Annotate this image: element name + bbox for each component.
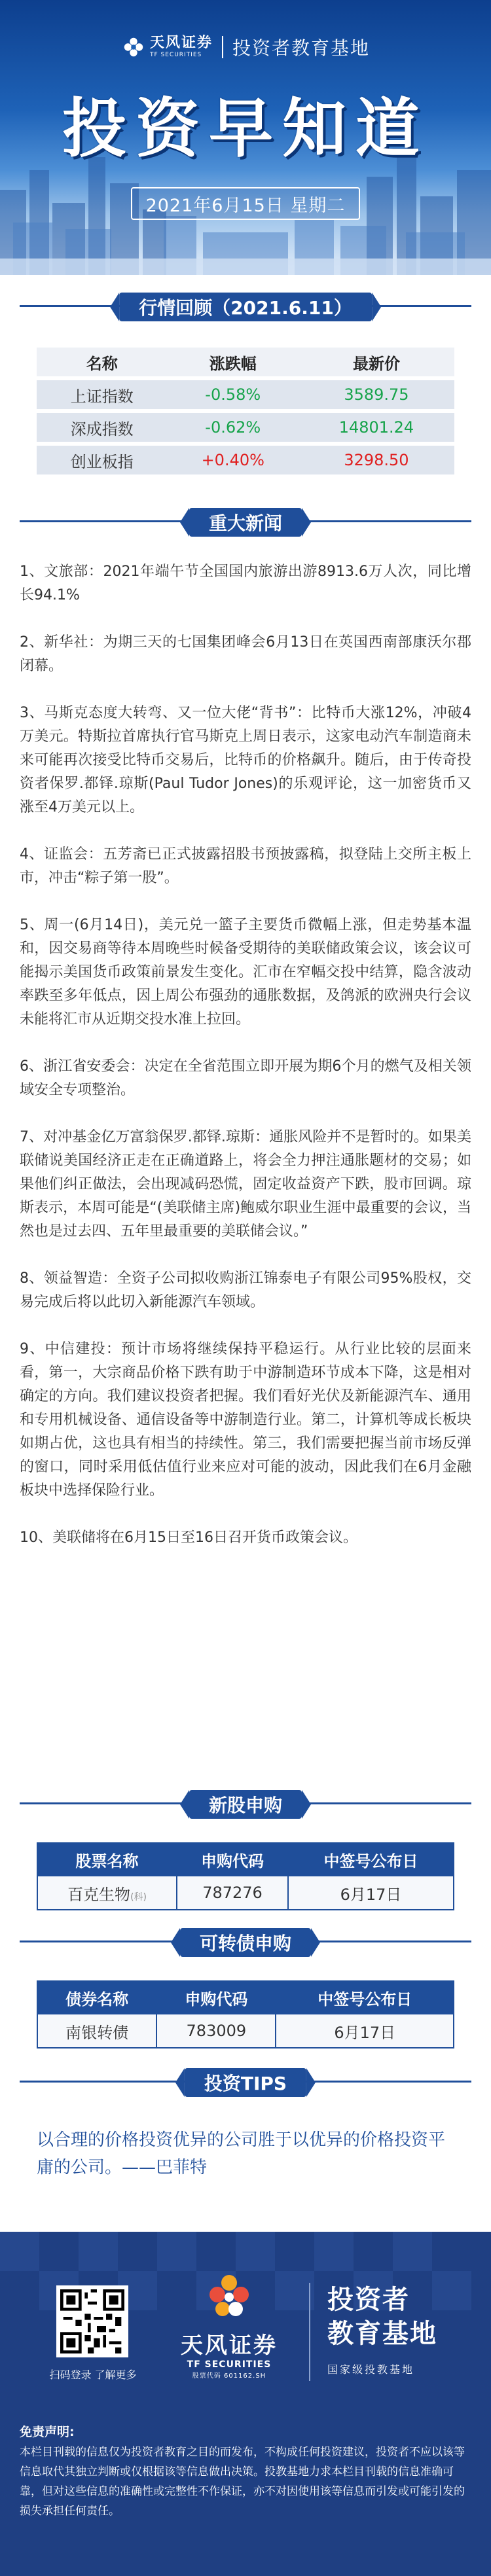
page-title: 投资早知道 [62,92,429,166]
tf-flower-icon [203,2270,255,2322]
index-change: +0.40% [168,446,299,474]
index-price: 3298.50 [299,446,454,474]
tips-section-title: 投资TIPS [185,2068,306,2097]
brand-name-en: TF SECURITIES [149,52,202,58]
brand-logo [121,35,213,60]
bond-table-header [37,1981,454,2014]
hero-header [0,0,491,275]
news-section-banner [20,508,471,534]
qr-caption: 扫码登录 了解更多 [49,2369,137,2381]
index-name: 上证指数 [37,380,168,409]
index-name: 创业板指 [37,446,168,474]
ipo-table [37,1842,454,1910]
news-item: 3、马斯克态度大转弯、又一位大佬“背书”：比特币大涨12%，冲破4万美元。特斯拉首席执行官马斯克上周日表示，这家电动汽车制造商未来可能再次接受比特币交易后，比特币的价格飙升。随后，由于传奇投资者保罗.都铎.琼斯(Paul Tudor Jones)的乐观评论，这一加密货币又涨至4万美元以上。 [20,705,471,815]
tips-section-banner [20,2068,471,2094]
table-row [37,446,454,474]
index-price: 14801.24 [299,413,454,442]
col-stock-name: 股票名称 [37,1843,177,1876]
market-section-banner [20,293,471,319]
market-section-title: 行情回顾（2021.6.11） [119,293,372,321]
footer-logo-en: TF SECURITIES [187,2359,272,2370]
col-lottery-date: 中签号公布日 [288,1843,454,1876]
footer-title-line1: 投资者 [327,2285,410,2315]
footer-title-line2: 教育基地 [327,2319,437,2349]
col-bond-name: 债券名称 [37,1981,156,2014]
tf-flower-icon [121,35,146,60]
news-item: 2、新华社：为期三天的七国集团峰会6月13日在英国西南部康沃尔郡闭幕。 [20,634,471,674]
brand-name-cn: 天风证券 [149,35,213,51]
subscribe-code: 787276 [177,1876,288,1910]
bond-table [37,1980,454,2048]
news-list [20,560,471,1573]
col-subscribe-code: 申购代码 [156,1981,276,2014]
ipo-section-title: 新股申购 [189,1790,302,1819]
market-table [37,344,454,478]
stock-name-cell [37,1876,177,1910]
brand-title: 投资者教育基地 [232,37,371,59]
col-name: 名称 [37,348,168,376]
bond-section-title: 可转债申购 [180,1928,311,1957]
footer-title [327,2283,437,2351]
date-badge: 2021年6月15日 星期二 [131,187,360,220]
table-row [37,1876,454,1910]
ipo-section-banner [20,1790,471,1816]
brand-bar [0,34,491,60]
lottery-date: 6月17日 [288,1876,454,1910]
stock-name: 百克生物 [67,1885,131,1904]
footer-logo [167,2270,291,2380]
col-price: 最新价 [299,348,454,376]
disclaimer-title: 免责声明: [20,2425,75,2439]
index-name: 深成指数 [37,413,168,442]
col-change: 涨跌幅 [168,348,299,376]
news-item: 5、周一(6月14日)，美元兑一篮子主要货币微幅上涨，但走势基本温和，因交易商等待本周晚些时候备受期待的美联储政策会议，该会议可能揭示美国货币政策前景发生变化。汇市在窄幅交投中结算，隐含波动率跌至多年低点，因上周公布强劲的通胀数据，及鸽派的欧洲央行会议未能将汇市从近期交投水准上拉回。 [20,917,471,1028]
table-row [37,2014,454,2048]
bond-name: 南银转债 [37,2014,156,2048]
news-item: 4、证监会：五芳斋已正式披露招股书预披露稿，拟登陆上交所主板上市，冲击“粽子第一股”。 [20,846,471,886]
news-item: 6、浙江省安委会：决定在全省范围立即开展为期6个月的燃气及相关领域安全专项整治。 [20,1058,471,1098]
col-subscribe-code: 申购代码 [177,1843,288,1876]
brand-divider [222,36,223,58]
footer-subtitle: 国家级投教基地 [327,2363,415,2376]
news-item: 9、中信建投：预计市场将继续保持平稳运行。从行业比较的层面来看，第一，大宗商品价格下跌有助于中游制造环节成本下降，这是相对确定的方向。我们建议投资者把握。我们看好光伏及新能源汽车、通用和专用机械设备、通信设备等中游制造行业。第二，计算机等成长板块如期占优，这也具有相当的持续性。第三，我们需要把握当前市场反弹的窗口，同时采用低估值行业来应对可能的波动，因此我们在6月金融板块中选择保险行业。 [20,1341,471,1499]
index-price: 3589.75 [299,380,454,409]
subscribe-code: 783009 [156,2014,276,2048]
news-item: 10、美联储将在6月15日至16日召开货币政策会议。 [20,1530,357,1546]
news-section-title: 重大新闻 [189,508,302,537]
index-change: -0.58% [168,380,299,409]
news-item: 1、文旅部：2021年端午节全国国内旅游出游8913.6万人次，同比增长94.1% [20,564,471,603]
disclaimer [20,2422,471,2521]
footer-logo-cn: 天风证券 [181,2333,278,2359]
lottery-date: 6月17日 [276,2014,454,2048]
index-change: -0.62% [168,413,299,442]
ipo-table-header [37,1843,454,1876]
table-row [37,380,454,409]
news-item: 7、对冲基金亿万富翁保罗.都铎.琼斯：通胀风险并不是暂时的。如果美联储说美国经济正走在正确道路上，将会全力押注通胀题材的交易；如果他们纠正做法，会出现减码恐慌，固定收益资产下跌，股市回调。琼斯表示，本周可能是“(美联储主席)鲍威尔职业生涯中最重要的会议，当然也是过去四、五年里最重要的美联储会议。” [20,1129,471,1240]
market-table-header [37,348,454,376]
board-tag: (科) [130,1891,147,1903]
news-item: 8、领益智造：全资子公司拟收购浙江锦泰电子有限公司95%股权，交易完成后将以此切入新能源汽车领域。 [20,1270,471,1310]
disclaimer-text: 本栏目刊载的信息仅为投资者教育之目的而发布，不构成任何投资建议，投资者不应以该等信息取代其独立判断或仅根据该等信息做出决策。投教基地力求本栏目刊载的信息准确可靠，但对这些信息的准确性或完整性不作保证，亦不对因使用该等信息而引发或可能引发的损失承担任何责任。 [20,2446,465,2518]
footer-stock-code: 股票代码 601162.SH [192,2372,266,2380]
tips-quote: 以合理的价格投资优异的公司胜于以优异的价格投资平庸的公司。——巴菲特 [37,2130,446,2177]
qr-code[interactable] [56,2285,128,2357]
table-row [37,413,454,442]
col-lottery-date: 中签号公布日 [276,1981,454,2014]
footer [0,2232,491,2576]
qr-code-icon [60,2289,124,2353]
footer-divider [309,2283,310,2381]
bond-section-banner [20,1928,471,1954]
